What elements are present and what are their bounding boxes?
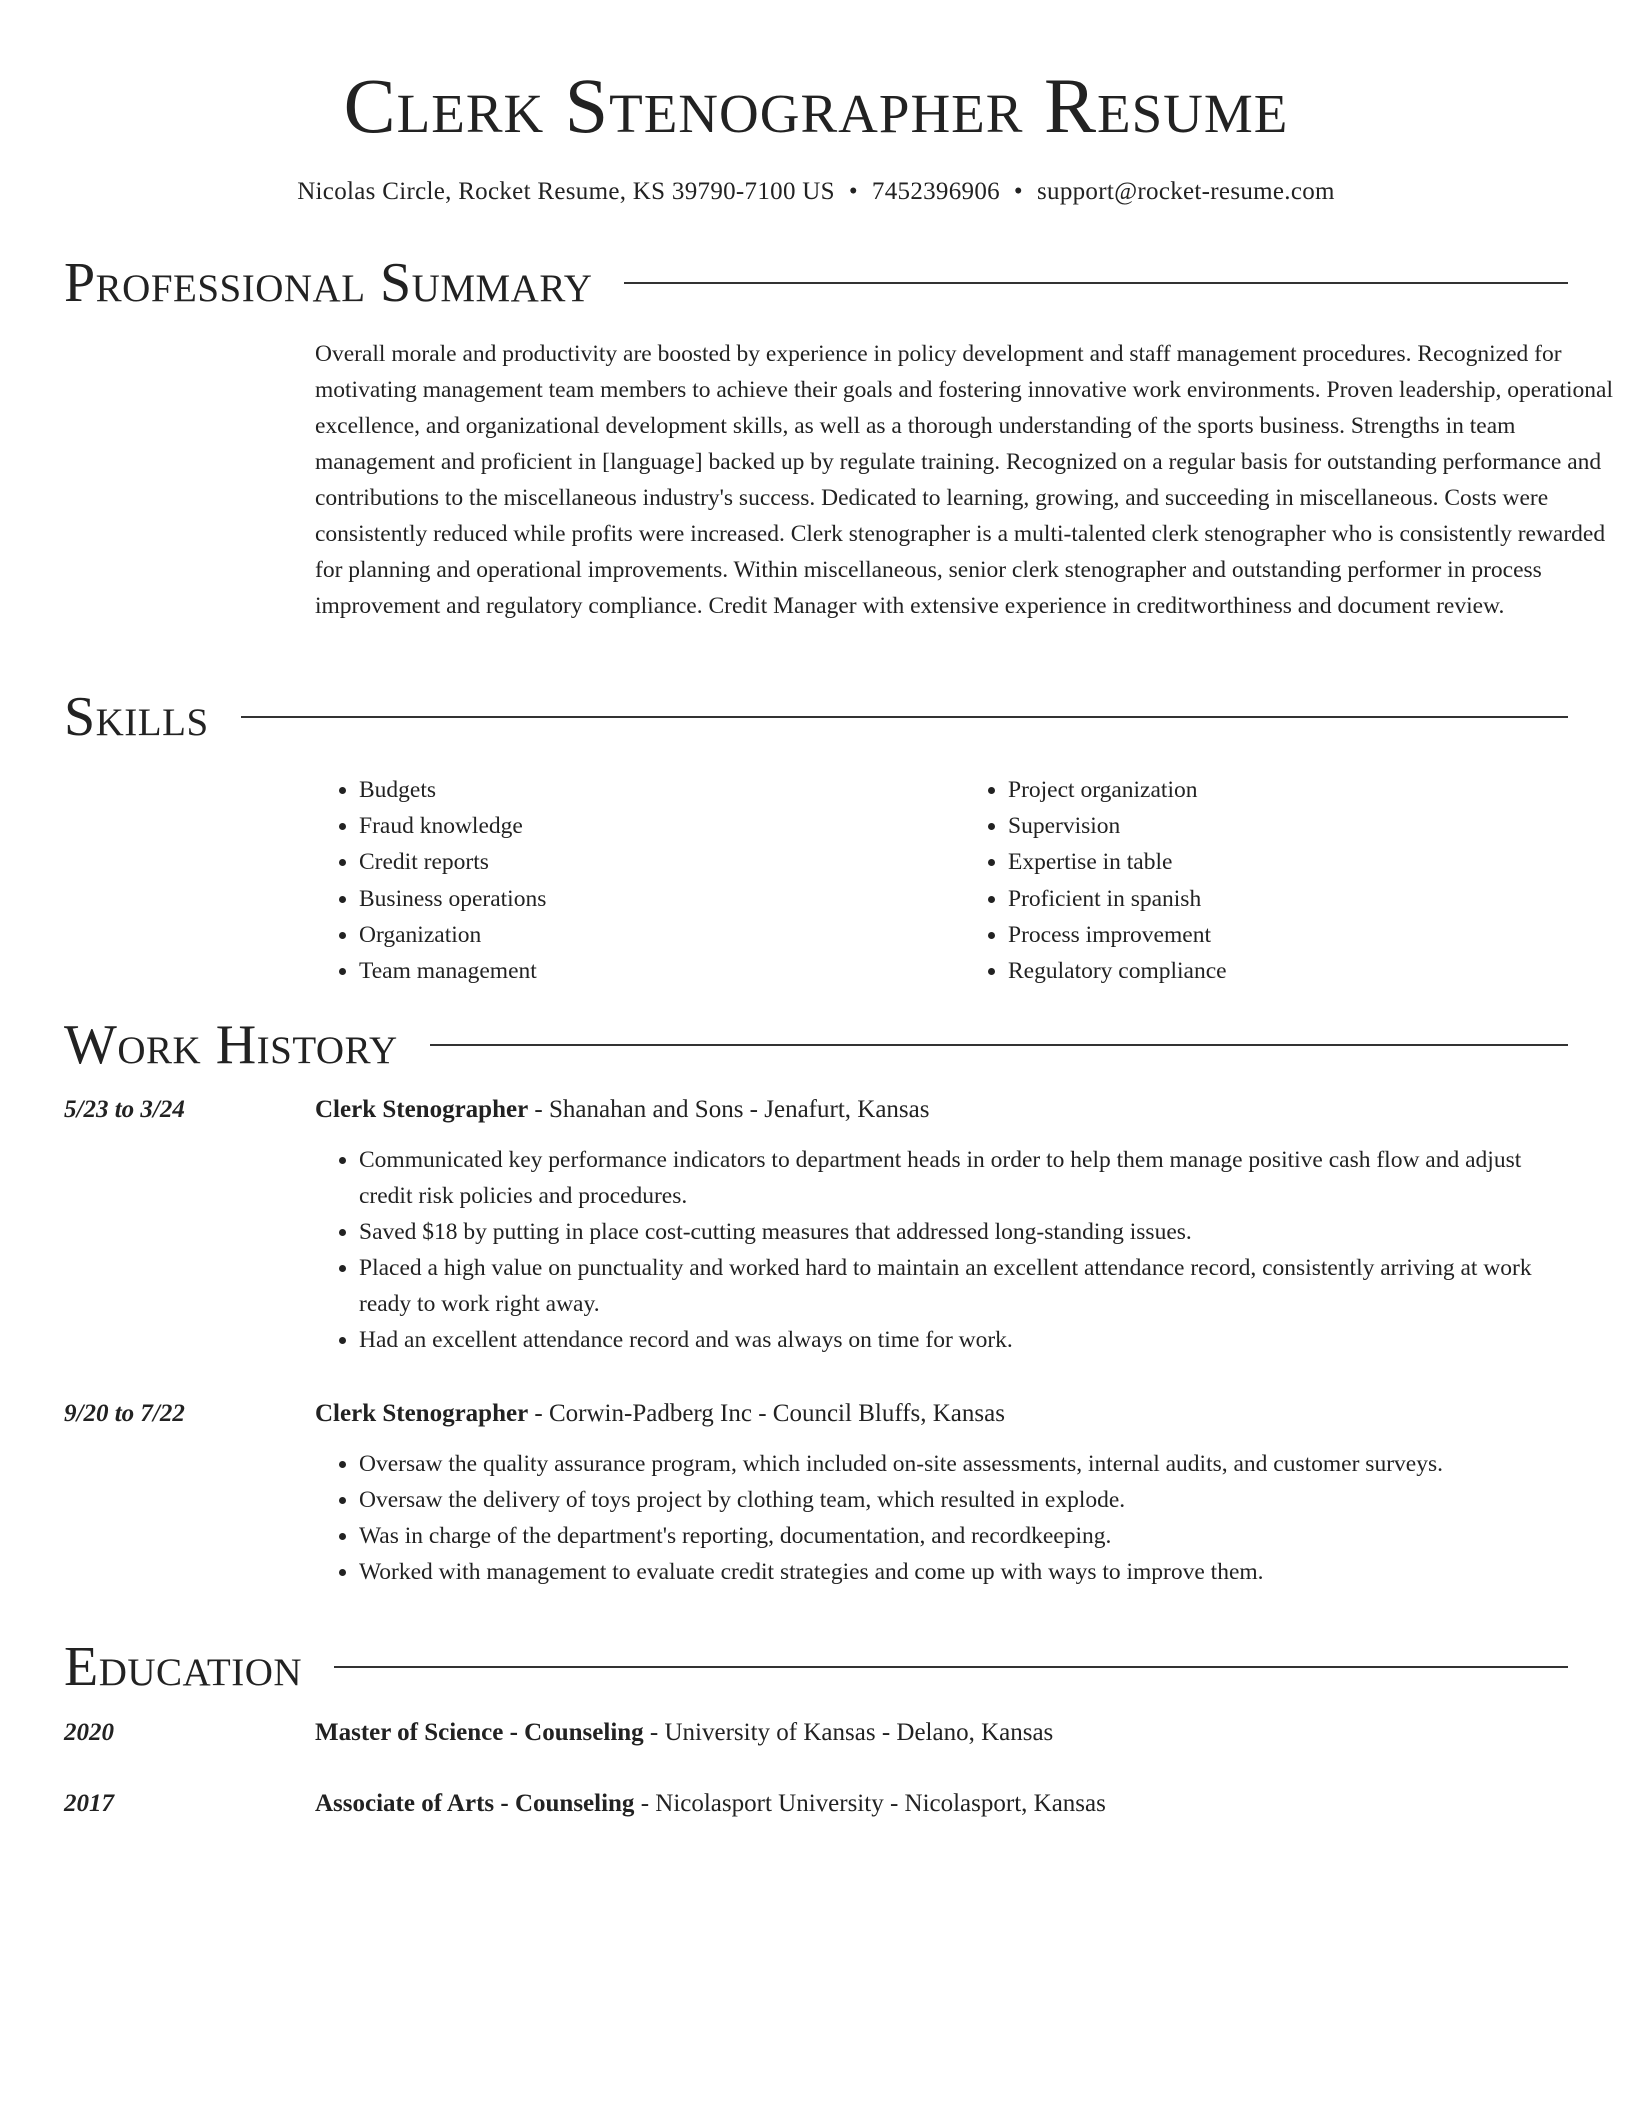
job-dates: 9/20 to 7/22 (64, 1400, 185, 1427)
job-bullet: • Saved $18 by putting in place cost-cutting measures that addressed long-standing issues. (359, 1214, 1568, 1250)
job-title: Clerk Stenographer (315, 1096, 529, 1123)
job-bullet: • Was in charge of the department's reporting, documentation, and recordkeeping. (359, 1518, 1568, 1554)
job-bullet: • Communicated key performance indicators to department heads in order to help them manage positive cash flow and adjust credit risk policies and procedures. (359, 1142, 1568, 1214)
skill-item: • Budgets (359, 772, 919, 808)
job-bullet: • Had an excellent attendance record and was always on time for work. (359, 1322, 1568, 1358)
section-education (64, 1632, 1568, 1702)
education-heading (315, 1784, 1106, 1824)
section-professional-summary (64, 248, 1568, 318)
job-dates: 5/23 to 3/24 (64, 1096, 185, 1123)
skill-item: • Regulatory compliance (1008, 953, 1568, 989)
job-heading (315, 1090, 929, 1130)
education-details: - Nicolasport University - Nicolasport, Kansas (634, 1790, 1106, 1817)
skills-list (315, 772, 1568, 989)
skill-item: • Credit reports (359, 844, 919, 880)
job-title: Clerk Stenographer (315, 1400, 529, 1427)
contact-email[interactable]: support@rocket-resume.com (1036, 178, 1335, 205)
contact-line (64, 172, 1568, 212)
contact-phone: 7452396906 (871, 178, 1000, 205)
education-details: - University of Kansas - Delano, Kansas (643, 1719, 1054, 1746)
section-skills (64, 682, 1568, 752)
skills-column-left (315, 772, 919, 989)
job-heading (315, 1394, 1005, 1434)
education-entry (64, 1784, 1568, 1824)
education-year: 2020 (64, 1719, 114, 1746)
section-heading: Education (64, 1636, 303, 1698)
skill-item: • Fraud knowledge (359, 808, 919, 844)
skills-column-right (964, 772, 1568, 989)
job-bullets (315, 1446, 1568, 1590)
section-divider (334, 1666, 1568, 1668)
job-bullet: • Oversaw the quality assurance program, which included on-site assessments, internal audits, and customer surveys. (359, 1446, 1568, 1482)
skill-item: • Organization (359, 917, 919, 953)
section-divider (430, 1044, 1568, 1046)
education-year: 2017 (64, 1790, 114, 1817)
education-entry (64, 1713, 1568, 1753)
job-bullet: • Oversaw the delivery of toys project by clothing team, which resulted in explode. (359, 1482, 1568, 1518)
job-bullets (315, 1142, 1568, 1358)
contact-separator: • (848, 178, 858, 205)
contact-address: Nicolas Circle, Rocket Resume, KS 39790-7100 US (297, 178, 835, 205)
section-work-history (64, 1010, 1568, 1080)
summary-text: Overall morale and productivity are boosted by experience in policy development and staff management procedures. Recognized for motivating management team members to achieve their goals and fostering innovative work environments. Proven leadership, operational excellence, and organizational development skills, as well as a thorough understanding of the sports business. Strengths in team management and proficient in [language] backed up by regulate training. Recognized on a regular basis for outstanding performance and contributions to the miscellaneous industry's success. Dedicated to learning, growing, and succeeding in miscellaneous. Costs were consistently reduced while profits were increased. Clerk stenographer is a multi-talented clerk stenographer who is consistently rewarded for planning and operational improvements. Within miscellaneous, senior clerk stenographer and outstanding performer in process improvement and regulatory compliance. Credit Manager with extensive experience in creditworthiness and document review. (315, 341, 1613, 619)
contact-separator: • (1013, 178, 1023, 205)
job-details: - Shanahan and Sons - Jenafurt, Kansas (528, 1096, 930, 1123)
resume-title: Clerk Stenographer Resume (343, 62, 1289, 149)
job-details: - Corwin-Padberg Inc - Council Bluffs, Kansas (528, 1400, 1005, 1427)
job-bullet: • Placed a high value on punctuality and worked hard to maintain an excellent attendance record, consistently arriving at work ready to work right away. (359, 1250, 1568, 1322)
skill-item: • Expertise in table (1008, 844, 1568, 880)
education-degree: Master of Science - Counseling (315, 1719, 644, 1746)
education-degree: Associate of Arts - Counseling (315, 1790, 635, 1817)
skill-item: • Proficient in spanish (1008, 881, 1568, 917)
skill-item: • Supervision (1008, 808, 1568, 844)
skill-item: • Project organization (1008, 772, 1568, 808)
skill-item: • Team management (359, 953, 919, 989)
section-divider (624, 282, 1568, 284)
section-heading: Skills (64, 686, 209, 748)
education-heading (315, 1713, 1053, 1753)
section-heading: Work History (64, 1014, 398, 1076)
job-bullet: • Worked with management to evaluate credit strategies and come up with ways to improve them. (359, 1554, 1568, 1590)
section-heading: Professional Summary (64, 252, 593, 314)
section-divider (241, 716, 1568, 718)
skill-item: • Process improvement (1008, 917, 1568, 953)
skill-item: • Business operations (359, 881, 919, 917)
